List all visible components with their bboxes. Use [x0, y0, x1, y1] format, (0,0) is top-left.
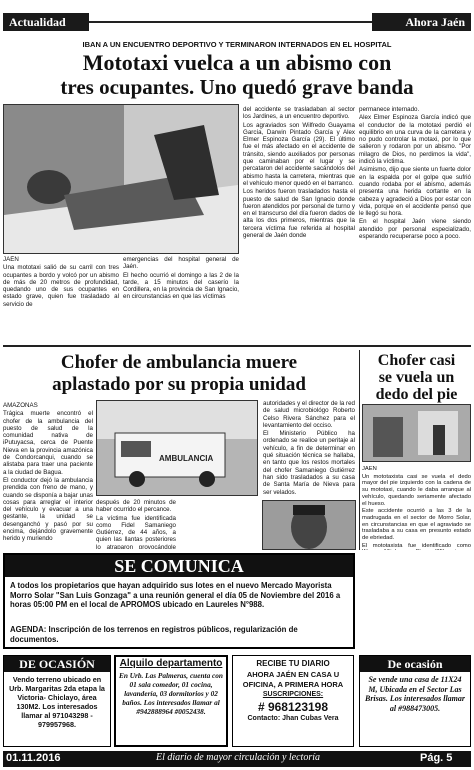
notice-title: SE COMUNICA [5, 555, 353, 577]
classified-ad-2 [114, 655, 228, 747]
section-tag-right: Ahora Jaén [372, 13, 471, 31]
subscription-ad-line2: AHORA JAÉN EN CASA U OFICINA, A PRIMERA HORA [242, 670, 344, 689]
ambulance-column-1: AMAZONAS Trágica muerte encontró el chofer de la ambulancia del puesto de salud de la comunidad nativa de iPutuyacsa, cerca de Puente Nieva en la provincia amazónica de Condorcanqui, cuando se alistaba para traer una paciente a la ciudad de Bagua. El conductor dejó la ambulancia prendida con freno de mano, y cuando se disponía a bajar unas cosas para arreglar el interior del vehículo y evacuar a una gestante, la unidad se desenganchó y pasó por su encima, dejándolo gravemente herido y muriendo [3, 402, 93, 543]
footer-date: 01.11.2016 [6, 752, 61, 764]
lead-kicker: IBAN A UN ENCUENTRO DEPORTIVO Y TERMINARON INTERNADOS EN EL HOSPITAL [82, 40, 392, 49]
ambulance-column-2: después de 20 minutos de haber ocurrido el percance. La víctima fue identificada como Fidel Samaniego Gutiérrez, de 44 años, a quien las llantas posteriores lo atraparon provocándole [96, 499, 176, 549]
sidebar-body: JAÉN Un mototaxista casi se vuela el dedo mayor del pie izquierdo con la cadena de su mototaxi, cuando le daba arranque al vehículo, quedando seriamente afectado el hueso. Este accidente ocurrió a las 3 de la madrugada en el sector de Morro Solar, en circunstancias en que el agraviado se trasladaba a su casa en presunto estado de ebriedad. El mototaxista fue identificado como [362, 466, 471, 549]
notice-box [3, 553, 355, 649]
classified-ad-1-title: DE OCASIÓN [4, 656, 110, 672]
subscription-ad-line1: RECIBE TU DIARIO [256, 659, 330, 668]
classified-ad-2-title: Alquilo departamento [119, 658, 223, 669]
classified-ad-4-body: Se vende una casa de 11X24 M, Ubicada en el Sector Las Brisas. Los interesados llamar al #988473005. [364, 675, 465, 713]
notice-body: A todos los propietarios que hayan adquirido sus lotes en el nuevo Mercado Mayorista Morro Solar "San Luis Gonzaga" a una reunión general el día 05 de Noviembre del 2016 a horas 05:00 PM en el local de APROMOS ubicado en Laureles N°988. [10, 581, 341, 609]
sidebar-headline-2: se vuela un [378, 369, 455, 386]
lead-headline-2: tres ocupantes. Uno quedó grave banda [60, 75, 414, 99]
classified-ad-1-body: Vendo terreno ubicado en Urb. Margaritas 2da etapa la Victoria- Chiclayo, área 130M2. Los interesados llamar al 971043298 - 979957968. [9, 675, 105, 729]
victim-portrait [262, 500, 356, 550]
classified-ad-1 [3, 655, 111, 747]
section-divider [3, 345, 471, 347]
sidebar-headline-1: Chofer casi [377, 352, 456, 369]
header-rule [89, 21, 372, 23]
ambulance-column-3: autoridades y el director de la red de salud microbiológo Roberto Celso Rivera Sánchez para el levantamiento del occiso. El Ministerio Público ha ordenado se realice un peritaje al vehículo, a fin de determinar en qué situación técnica se hallaba, en tanto que los restos mortales del chofer Samaniego Gutiérrez han sido trasladados a su casa de Santa María de Nieva para ser velados. [263, 400, 355, 496]
lead-column-1: JAÉN Una mototaxi salió de su carril con tres ocupantes a bordo y volcó por un abismo de más de 20 metros de profundidad, quedando uno de sus ocupantes en estado grave, quien fue trasladado al servicio de [3, 256, 119, 308]
classified-ad-4 [359, 655, 471, 747]
injured-man-photo [4, 105, 238, 253]
subscription-contact: Contacto: Jhan Cubas Vera [247, 715, 339, 722]
subscription-ad-sub: SUSCRIPCIONES: [262, 691, 324, 698]
lead-headline-1: Mototaxi vuelca a un abismo con [82, 50, 392, 75]
sidebar-headline-3: dedo del pie [375, 386, 458, 403]
subscription-phone: # 968123198 [257, 700, 329, 714]
lead-column-2: emergencias del hospital general de Jaén. El hecho ocurrió el domingo a las 2 de la tarde, a 15 minutos del caserío la Cordillera, en la provincia de San Ignacio, en circunstancias en que las víctimas [123, 256, 239, 301]
lead-column-3: del accidente se trasladaban al sector los Jardines, a un encuentro deportivo. Los agraviados son Wilfredo Guayama García, Darwin Pintado García y Alex Elmer Espinoza García (29). El último fue el más afectado en el accidente de tránsito, siendo auxiliados por personas que caminaban por el lugar y se percataron del accidente sacándolos del abismo hasta la carretera, mientras que el vehículo menor quedó en el barranco. Los heridos fueron trasladados hasta el puesto de salud de San Ignacio donde fueron atendidos por personal de turno y en el transcurso del día fueron dados de alta los dos primeros, mientras que la tercera víctima fue referida al hospital general de Jaén donde [243, 106, 355, 240]
section-tag-left: Actualidad [3, 13, 89, 31]
classified-ad-2-body: En Urb. Las Palmeras, cuenta con 01 sala comedor, 01 cocina, lavandería, 03 dormitorios y 02 baños. Los interesados llamar al #942888964 #0052438. [119, 671, 223, 716]
ambulance-headline-1: Chofer de ambulancia muere [60, 352, 298, 373]
subscription-ad [232, 655, 354, 747]
ambulance-photo [96, 400, 258, 496]
lead-column-4: permanece internado. Alex Elmer Espinoza García indicó que el conductor de la mototaxi perdió el equilibrio en una curva de la carretera y no pudo controlar la motaxi, por lo que salieron y rodaron por un abismo. "Por milagro de Dios, no perdimos la vida", indicó la víctima. Asimismo, dijo que siente un fuerte dolor en la espalda por el golpe que sufrió cuando rodaba por el abismo, además presenta una herida cortante en la cabeza y agradeció a Dios por estar con vida, porque en el accidente pensó que le llegó su hora. En el hospital Jaén viene siendo atendido por personal especializado, esperando recuperarse poco a poco. [359, 106, 471, 241]
sidebar-rule [359, 350, 360, 550]
lead-photo [3, 104, 239, 254]
footer-page: Pág. 5 [420, 752, 453, 764]
sidebar-photo [362, 404, 471, 462]
ambulance-headline-2: aplastado por su propia unidad [52, 374, 306, 395]
ambulance-vehicle-label: AMBULANCIA [159, 454, 214, 463]
classified-ad-4-title: De ocasión [360, 656, 470, 672]
footer-slogan: El diario de mayor circulación y lectoría [155, 752, 321, 763]
notice-agenda: AGENDA: Inscripción de los terrenos en registros públicos, regularización de documentos. [10, 625, 298, 644]
